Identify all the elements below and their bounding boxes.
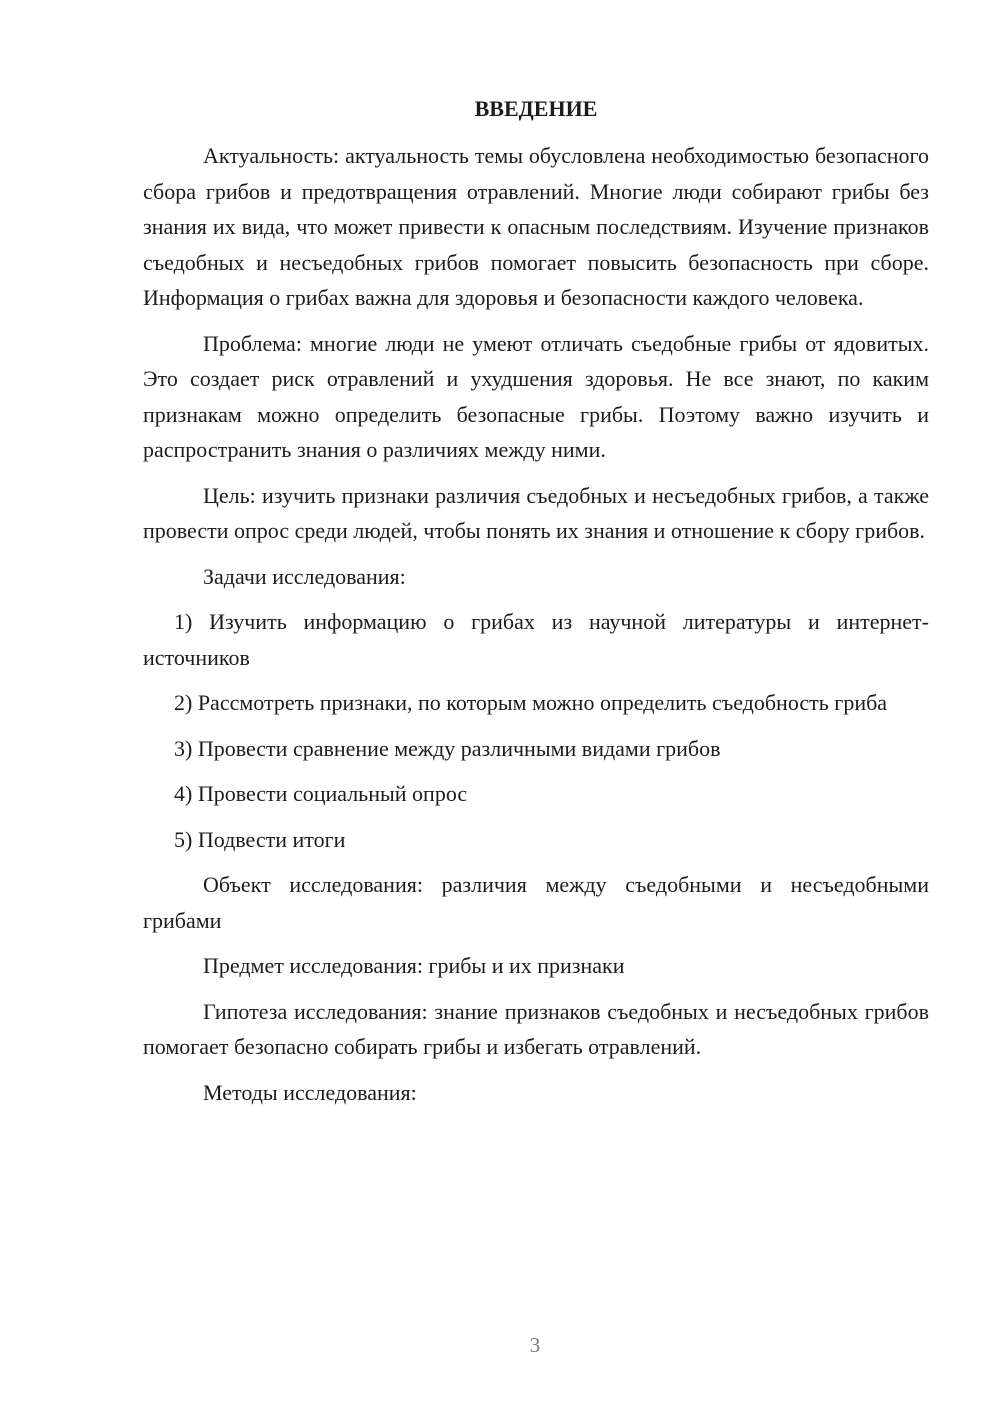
paragraph-hypothesis: Гипотеза исследования: знание признаков съедобных и несъедобных грибов помогает безопасно собирать грибы и избегать отравлений. xyxy=(143,998,929,1059)
task-item-3: 3) Провести сравнение между различными видами грибов xyxy=(174,735,721,761)
paragraph-subject: Предмет исследования: грибы и их признаки xyxy=(203,953,625,978)
task-item-5: 5) Подвести итоги xyxy=(174,826,346,852)
page-number: 3 xyxy=(529,1333,541,1357)
paragraph-relevance: Актуальность: актуальность темы обусловлена необходимостью безопасного сбора грибов и предотвращения отравлений. Многие люди собирают грибы без знания их вида, что может привести к опасным последствиям. Изучение признаков съедобных и несъедобных грибов помогает повысить безопасность при сборе. Информация о грибах важна для здоровья и безопасности каждого человека. xyxy=(143,143,929,310)
paragraph-object: Объект исследования: различия между съедобными и несъедобными грибами xyxy=(143,872,929,933)
document-page xyxy=(143,94,929,1120)
methods-heading: Методы исследования: xyxy=(203,1079,417,1105)
section-title: ВВЕДЕНИЕ xyxy=(474,96,598,121)
paragraph-goal: Цель: изучить признаки различия съедобных и несъедобных грибов, а также провести опрос среди людей, чтобы понять их знания и отношение к сбору грибов. xyxy=(143,482,929,543)
paragraph-problem: Проблема: многие люди не умеют отличать съедобные грибы от ядовитых. Это создает риск отравлений и ухудшения здоровья. Не все знают, по каким признакам можно определить безопасные грибы. Поэтому важно изучить и распространить знания о различиях между ними. xyxy=(143,330,929,462)
task-item-4: 4) Провести социальный опрос xyxy=(174,781,468,806)
tasks-heading: Задачи исследования: xyxy=(203,563,406,589)
task-item-2: 2) Рассмотреть признаки, по которым можно определить съедобность гриба xyxy=(174,690,888,715)
task-item-1: 1) Изучить информацию о грибах из научной литературы и интернет-источников xyxy=(143,609,929,670)
